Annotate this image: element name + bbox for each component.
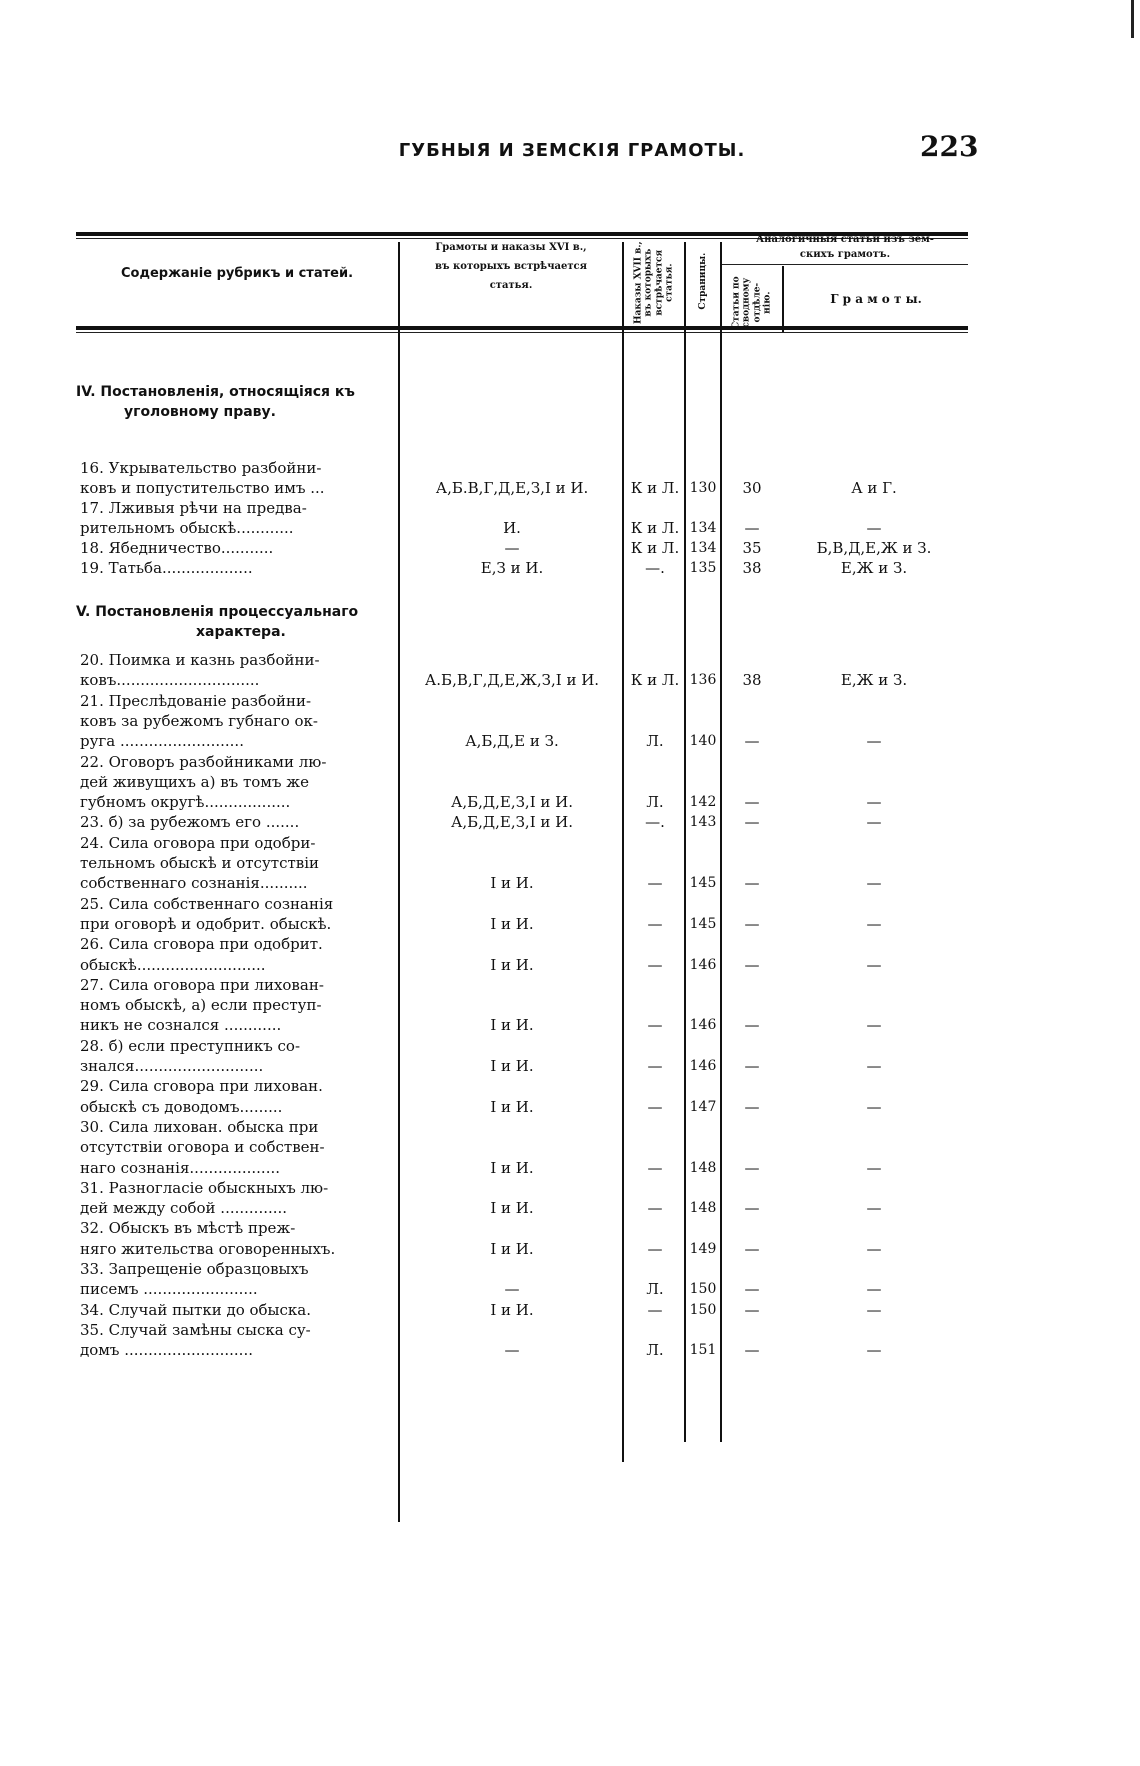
cell-gr: І и И. [490,874,534,893]
cell-art: ковъ за рубежомъ губнаго ок- [80,711,318,730]
cell-svod: — [744,732,760,751]
table-row [76,1259,968,1279]
table-row [76,1056,968,1076]
cell-art: 30. Сила лихован. обыска при [80,1117,319,1136]
header-gramoty [400,238,622,295]
table-row [76,955,968,975]
cell-art: 20. Поимка и казнь разбойни- [80,651,320,669]
table-row [76,1198,968,1218]
table-row [76,812,968,832]
cell-art: 34. Случай пытки до обыска. [80,1300,311,1319]
table-row [76,873,968,893]
cell-art: наго сознанія................... [80,1158,281,1177]
cell-art: никъ не сознался ............ [80,1016,282,1035]
cell-art: 23. б) за рубежомъ его ....... [80,813,300,832]
cell-gr: Е,З и И. [480,559,544,577]
cell-gr: — [504,539,520,557]
cell-gr: І и И. [490,1158,534,1177]
header-analog-line2: скихъ грамотъ. [799,249,891,260]
cell-svod: — [744,1280,760,1299]
cell-nak: К и Л. [630,519,680,537]
cell-art: писемъ ........................ [80,1280,258,1299]
cell-page: 140 [689,733,717,750]
cell-svod: 38 [742,559,762,577]
section-title-line: характера. [196,624,286,640]
header-svod-line1: Статьи по [731,276,742,330]
table-row [76,1137,968,1157]
table-row [76,853,968,873]
cell-nak: —. [645,813,665,832]
cell-art: 29. Сила сговора при лихован. [80,1077,323,1096]
cell-gr: А.Б,В,Г,Д,Е,Ж,З,І и И. [424,671,600,690]
cell-page: 135 [689,560,717,576]
table-row [76,558,968,578]
cell-zem: — [866,732,882,751]
table-row [76,1158,968,1178]
cell-art: 33. Запрещеніе образцовыхъ [80,1260,309,1278]
cell-zem: — [866,519,882,537]
cell-page: 136 [689,672,717,689]
cell-page: 150 [689,1301,717,1318]
cell-gr: І и И. [490,914,534,933]
table-row [76,934,968,954]
cell-art: руга .......................... [80,732,244,751]
concordance-table [76,232,968,1522]
table-row [76,731,968,751]
cell-nak: К и Л. [630,479,680,497]
cell-art: ковъ.............................. [80,671,260,690]
cell-zem: — [866,1097,882,1116]
cell-art: номъ обыскѣ, а) если преступ- [80,996,322,1015]
table-row [76,1117,968,1137]
header-gramoty-line3: статья. [489,280,533,291]
cell-nak: — [647,1158,663,1177]
header-analog [722,232,968,262]
cell-art: 25. Сила собственнаго сознанія [80,894,334,913]
cell-gr: І и И. [490,1097,534,1116]
cell-art: дей живущихъ а) въ томъ же [80,772,309,791]
cell-gr: А,Б.В,Г,Д,Е,З,І и И. [435,479,589,497]
cell-art: 28. б) если преступникъ со- [80,1036,301,1055]
header-bottom-rule [76,326,968,330]
section-title-line: V. Постановленія процессуальнаго [76,604,359,620]
cell-zem: — [866,813,882,832]
table-row [76,1178,968,1198]
cell-art: 16. Укрывательство разбойни- [80,459,322,477]
header-sub-rule [722,264,968,265]
cell-nak: — [647,874,663,893]
table-row [76,518,968,538]
cell-gr: И. [503,519,521,537]
cell-svod: — [744,1016,760,1035]
page-number: 223 [920,130,979,163]
cell-gr: — [504,1280,520,1299]
cell-svod: — [744,519,760,537]
cell-svod: — [744,1300,760,1319]
table-row [76,752,968,772]
table-row [76,498,968,518]
cell-zem: — [866,1300,882,1319]
cell-svod: — [744,1239,760,1258]
cell-art: отсутствіи оговора и собствен- [80,1138,325,1157]
table-row [76,914,968,934]
cell-nak: — [647,914,663,933]
cell-page: 130 [689,480,717,496]
cell-nak: Л. [646,1341,664,1360]
header-contents: Содержаніе рубрикъ и статей. [120,266,354,281]
header-svod-line3: отдѣле- [752,282,762,323]
cell-art: 17. Лживыя рѣчи на предва- [80,499,307,517]
cell-page: 147 [689,1098,717,1115]
header-nakazy-line4: статья. [664,263,675,302]
cell-svod: — [744,1097,760,1116]
cell-zem: Е,Ж и З. [840,671,908,690]
cell-art: дей между собой .............. [80,1199,288,1218]
cell-gr: А,Б,Д,Е,З,І и И. [450,793,574,812]
cell-nak: Л. [646,732,664,751]
cell-nak: К и Л. [630,671,680,690]
cell-svod: — [744,813,760,832]
header-gramoty-line1: Грамоты и наказы XVI в., [435,242,587,253]
table-row [76,1015,968,1035]
cell-page: 149 [689,1240,717,1257]
header-svod-line2: сводному [741,277,752,328]
cell-zem: — [866,1280,882,1299]
table-row [76,1218,968,1238]
table-row [76,650,968,670]
header-nakazy-line2: въ которыхъ [643,248,654,317]
cell-art: няго жительства оговоренныхъ. [80,1239,336,1258]
cell-svod: — [744,1057,760,1075]
cell-nak: — [647,1057,663,1075]
header-zem-gramoty: Г р а м о т ы. [830,292,922,306]
cell-zem: — [866,914,882,933]
cell-zem: — [866,1239,882,1258]
cell-zem: — [866,1199,882,1218]
cell-gr: І и И. [490,1239,534,1258]
cell-art: при оговорѣ и одобрит. обыскѣ. [80,914,332,933]
cell-nak: Л. [646,793,664,812]
cell-art: обыскѣ съ доводомъ......... [80,1097,283,1116]
cell-page: 150 [689,1281,717,1298]
cell-zem: — [866,874,882,893]
header-nakazy-line1: Наказы XVII в., [633,241,644,324]
cell-art: 26. Сила сговора при одобрит. [80,935,323,954]
cell-gr: — [504,1341,520,1360]
cell-art: 35. Случай замѣны сыска су- [80,1320,311,1339]
table-row [76,792,968,812]
cell-page: 151 [689,1342,717,1359]
cell-nak: — [647,1300,663,1319]
header-bottom-rule-thin [76,332,968,333]
cell-art: 19. Татьба................... [80,559,253,577]
cell-nak: — [647,955,663,974]
cell-art: 22. Оговоръ разбойниками лю- [80,752,327,771]
table-row [76,1239,968,1259]
header-gramoty-line2: въ которыхъ встрѣчается [434,261,588,272]
section-title-line: IV. Постановленія, относящіяся къ [76,384,355,400]
cell-page: 148 [689,1200,717,1217]
cell-gr: А,Б,Д,Е и З. [465,732,559,751]
table-row [76,1320,968,1340]
header-svod-line4: нію. [762,291,773,314]
header-analog-line1: Аналогичныя статьи изъ зем- [756,234,934,245]
cell-page: 143 [689,814,717,831]
cell-zem: — [866,955,882,974]
cell-page: 145 [689,875,717,892]
section-title-v [76,602,396,642]
header-nakazy [633,229,674,337]
cell-svod: — [744,955,760,974]
cell-page: 145 [689,915,717,932]
cell-gr: І и И. [490,955,534,974]
cell-nak: — [647,1097,663,1116]
cell-nak: — [647,1239,663,1258]
cell-art: рительномъ обыскѣ............ [80,519,294,537]
cell-zem: — [866,1057,882,1075]
cell-page: 148 [689,1159,717,1176]
cell-svod: — [744,1341,760,1360]
cell-page: 146 [689,956,717,973]
table-row [76,538,968,558]
margin-rule [1131,0,1134,38]
table-row [76,772,968,792]
cell-zem: А и Г. [851,479,897,497]
cell-zem: Б,В,Д,Е,Ж и З. [816,539,932,557]
running-title: ГУБНЫЯ И ЗЕМСКІЯ ГРАМОТЫ. [398,140,746,161]
cell-nak: — [647,1016,663,1035]
table-row [76,833,968,853]
cell-zem: — [866,793,882,812]
cell-svod: — [744,914,760,933]
cell-nak: —. [645,559,665,577]
cell-page: 134 [689,540,717,556]
cell-art: тельномъ обыскѣ и отсутствіи [80,854,320,872]
cell-art: губномъ округѣ.................. [80,793,291,812]
cell-art: 21. Преслѣдованіе разбойни- [80,691,312,710]
cell-gr: І и И. [490,1016,534,1035]
table-row [76,478,968,498]
cell-page: 146 [689,1017,717,1034]
cell-art: 24. Сила оговора при одобри- [80,833,316,852]
section-title-line: уголовному праву. [124,404,276,420]
table-row [76,691,968,711]
cell-art: ковъ и попустительство имъ ... [80,479,325,497]
section-title-iv [76,382,396,422]
table-row [76,458,968,478]
cell-art: 18. Ябедничество........... [80,539,274,557]
cell-zem: — [866,1016,882,1035]
cell-page: 146 [689,1058,717,1074]
cell-nak: — [647,1199,663,1218]
table-row [76,975,968,995]
cell-page: 134 [689,520,717,536]
cell-art: собственнаго сознанія.......... [80,874,308,893]
cell-svod: 38 [742,671,762,690]
cell-page: 142 [689,794,717,811]
cell-zem: — [866,1341,882,1360]
table-row [76,1036,968,1056]
header-svod [731,273,772,333]
table-row [76,711,968,731]
cell-zem: — [866,1158,882,1177]
cell-svod: — [744,793,760,812]
cell-art: 32. Обыскъ въ мѣстѣ преж- [80,1219,296,1238]
cell-nak: К и Л. [630,539,680,557]
cell-svod: — [744,1158,760,1177]
cell-art: обыскѣ........................... [80,955,266,974]
cell-svod: — [744,1199,760,1218]
cell-svod: 35 [742,539,762,557]
table-row [76,670,968,690]
table-row [76,1300,968,1320]
cell-art: знался........................... [80,1057,264,1075]
table-row [76,1279,968,1299]
cell-gr: І и И. [490,1057,534,1075]
table-row [76,1340,968,1360]
cell-gr: А,Б,Д,Е,З,І и И. [450,813,574,832]
header-nakazy-line3: встрѣчается [654,249,664,316]
cell-svod: 30 [742,479,762,497]
cell-zem: Е,Ж и З. [840,559,908,577]
cell-art: 31. Разногласіе обыскныхъ лю- [80,1178,329,1197]
cell-art: домъ ........................... [80,1341,253,1360]
header-stranitsy: Страницы. [697,252,708,310]
table-row [76,894,968,914]
table-row [76,1097,968,1117]
cell-gr: І и И. [490,1300,534,1319]
cell-gr: І и И. [490,1199,534,1218]
cell-art: 27. Сила оговора при лихован- [80,975,324,994]
table-row [76,995,968,1015]
cell-svod: — [744,874,760,893]
table-row [76,1076,968,1096]
cell-nak: Л. [646,1280,664,1299]
